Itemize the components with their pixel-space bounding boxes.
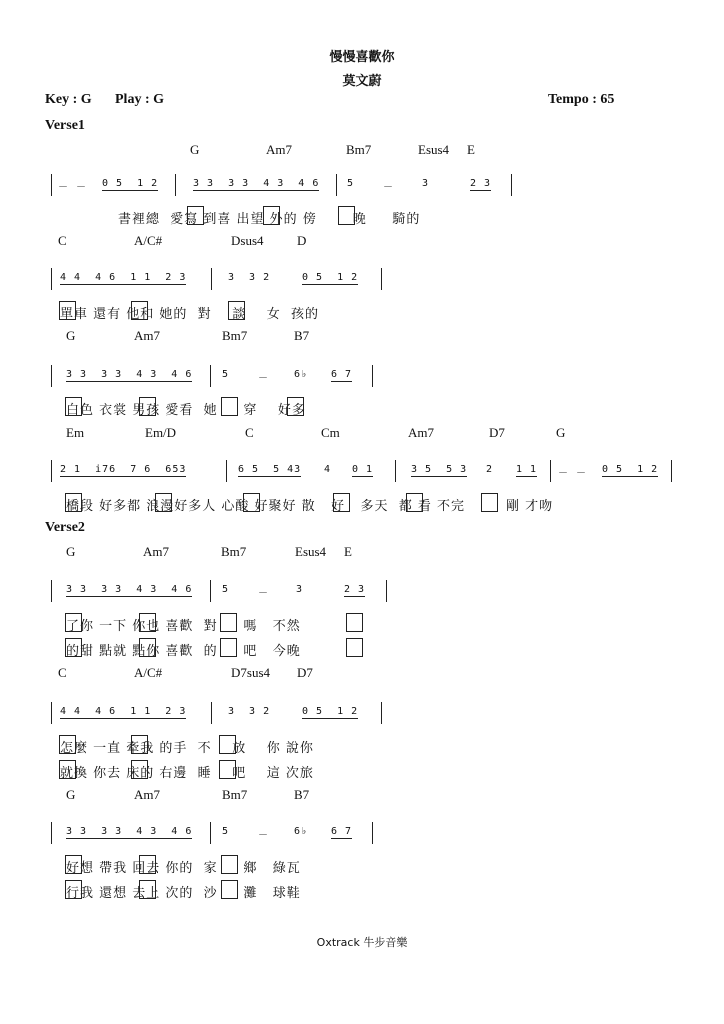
lyric-line: 白色 衣裳 男孩 愛看 她 穿 好多 [66, 403, 306, 418]
highlight-box [131, 301, 148, 320]
note-group: － [258, 588, 269, 599]
chord: Esus4 [295, 544, 327, 559]
highlight-box [219, 735, 236, 754]
chord: E [344, 544, 352, 559]
note-group: 6♭ [294, 826, 309, 837]
note-group: 3 3 3 3 4 3 4 6 [193, 178, 320, 189]
chord: Bm7 [221, 544, 247, 559]
lyric-line: 的甜 點就 點你 喜歡 的 吧 今晚 [66, 644, 301, 659]
highlight-box [228, 301, 245, 320]
chord: D [297, 233, 307, 248]
highlight-box [59, 760, 76, 779]
highlight-box [333, 493, 350, 512]
note-group: － [258, 373, 269, 384]
chord: D7sus4 [231, 665, 271, 680]
chord: G [66, 328, 76, 343]
footer-credit: Oxtrack 牛步音樂 [316, 936, 408, 949]
highlight-box [346, 638, 363, 657]
note-group: 2 3 [470, 178, 492, 189]
highlight-box [406, 493, 423, 512]
note-group: 5 [222, 826, 230, 837]
highlight-box [338, 206, 355, 225]
notation-line [0, 460, 724, 484]
chord: G [190, 142, 200, 157]
chord: C [58, 233, 67, 248]
note-group: 2 3 [344, 584, 366, 595]
highlight-box [481, 493, 498, 512]
note-group: 3 3 3 3 4 3 4 6 [66, 584, 193, 595]
note-group: 0 5 1 2 [102, 178, 159, 189]
lyric-line: 書裡總 愛寫 到喜 出望 外的 傍 晚 騎的 [118, 212, 421, 227]
highlight-box [221, 880, 238, 899]
play-label: Play : G [115, 92, 164, 107]
note-group: 2 [486, 464, 494, 475]
note-group: 0 5 1 2 [302, 272, 359, 283]
note-group: 1 1 [516, 464, 538, 475]
highlight-box [220, 613, 237, 632]
note-group: 3 [296, 584, 304, 595]
highlight-box [221, 855, 238, 874]
note-group: 3 3 2 [228, 706, 271, 717]
key-label: Key : G [45, 92, 92, 107]
note-group: 0 5 1 2 [602, 464, 659, 475]
chord: B7 [294, 328, 310, 343]
highlight-box [346, 613, 363, 632]
chord: Am7 [134, 328, 160, 343]
note-group: 3 3 3 3 4 3 4 6 [66, 826, 193, 837]
notation-line [0, 580, 724, 604]
lyric-line: 怎麼 一直 牽我 的手 不 放 你 說你 [60, 741, 314, 756]
chord: Em/D [145, 425, 177, 440]
chord: Cm [321, 425, 340, 440]
highlight-box [155, 493, 172, 512]
highlight-box [59, 735, 76, 754]
highlight-box [287, 397, 304, 416]
chord: A/C# [134, 233, 163, 248]
song-title: 慢慢喜歡你 [329, 50, 395, 65]
note-group: 0 5 1 2 [302, 706, 359, 717]
lyric-line: 行我 還想 去上 次的 沙 灘 球鞋 [66, 886, 301, 901]
lyric-line: 橋段 好多都 浪漫好多人 心酸 好聚好 散 好 多天 都 看 不完 剛 才吻 [66, 499, 554, 514]
chord: Bm7 [222, 787, 248, 802]
highlight-box [131, 760, 148, 779]
highlight-box [220, 638, 237, 657]
chord: B7 [294, 787, 310, 802]
note-group: 6♭ [294, 369, 309, 380]
chord: Am7 [408, 425, 434, 440]
song-artist: 莫文蔚 [342, 74, 382, 89]
lyric-line: 了你 一下 你也 喜歡 對 嗎 不然 [66, 619, 301, 634]
note-group: 4 [324, 464, 332, 475]
highlight-box [187, 206, 204, 225]
chord: Am7 [134, 787, 160, 802]
highlight-box [131, 735, 148, 754]
note-group: 6 7 [331, 826, 353, 837]
note-group: － － [558, 468, 588, 479]
note-group: 3 3 2 [228, 272, 271, 283]
chord: E [467, 142, 475, 157]
note-group: 6 5 5 43 [238, 464, 302, 475]
note-group: － [383, 182, 394, 193]
chord: G [66, 544, 76, 559]
highlight-box [65, 880, 82, 899]
chord: C [58, 665, 67, 680]
note-group: 3 [422, 178, 430, 189]
note-group: 2 1 i76 7 6 653 [60, 464, 187, 475]
notation-line [0, 702, 724, 726]
note-group: 3 3 3 3 4 3 4 6 [66, 369, 193, 380]
highlight-box [139, 880, 156, 899]
notation-line [0, 822, 724, 846]
highlight-box [139, 613, 156, 632]
notation-line [0, 365, 724, 389]
highlight-box [65, 493, 82, 512]
note-group: 5 [222, 584, 230, 595]
chord: Dsus4 [231, 233, 264, 248]
lyric-line: 單車 還有 他和 她的 對 談 女 孩的 [60, 307, 319, 322]
section-verse1: Verse1 [45, 118, 85, 133]
chord: Bm7 [346, 142, 372, 157]
highlight-box [65, 638, 82, 657]
chord: D7 [489, 425, 505, 440]
note-group: － [258, 830, 269, 841]
notation-line [0, 174, 724, 198]
highlight-box [243, 493, 260, 512]
tempo-label: Tempo : 65 [548, 92, 615, 107]
chord: Am7 [143, 544, 169, 559]
note-group: 4 4 4 6 1 1 2 3 [60, 272, 187, 283]
chord: Em [66, 425, 85, 440]
chord: D7 [297, 665, 313, 680]
section-verse2: Verse2 [45, 520, 85, 535]
highlight-box [139, 855, 156, 874]
highlight-box [219, 760, 236, 779]
note-group: 0 1 [352, 464, 374, 475]
note-group: 6 7 [331, 369, 353, 380]
note-group: 5 [347, 178, 355, 189]
chord: Bm7 [222, 328, 248, 343]
highlight-box [221, 397, 238, 416]
chord: A/C# [134, 665, 163, 680]
highlight-box [139, 638, 156, 657]
notation-line [0, 268, 724, 292]
chord: G [556, 425, 566, 440]
note-group: 4 4 4 6 1 1 2 3 [60, 706, 187, 717]
highlight-box [263, 206, 280, 225]
chord: G [66, 787, 76, 802]
highlight-box [65, 397, 82, 416]
note-group: － － [58, 182, 88, 193]
lyric-line: 就換 你去 床的 右邊 睡 吧 這 次旅 [60, 766, 314, 781]
note-group: 3 5 5 3 [411, 464, 468, 475]
lyric-line: 好想 帶我 回去 你的 家 鄉 綠瓦 [66, 861, 301, 876]
note-group: 5 [222, 369, 230, 380]
highlight-box [65, 613, 82, 632]
highlight-box [59, 301, 76, 320]
highlight-box [65, 855, 82, 874]
highlight-box [139, 397, 156, 416]
chord: Am7 [266, 142, 292, 157]
chord: Esus4 [418, 142, 450, 157]
chord: C [245, 425, 254, 440]
